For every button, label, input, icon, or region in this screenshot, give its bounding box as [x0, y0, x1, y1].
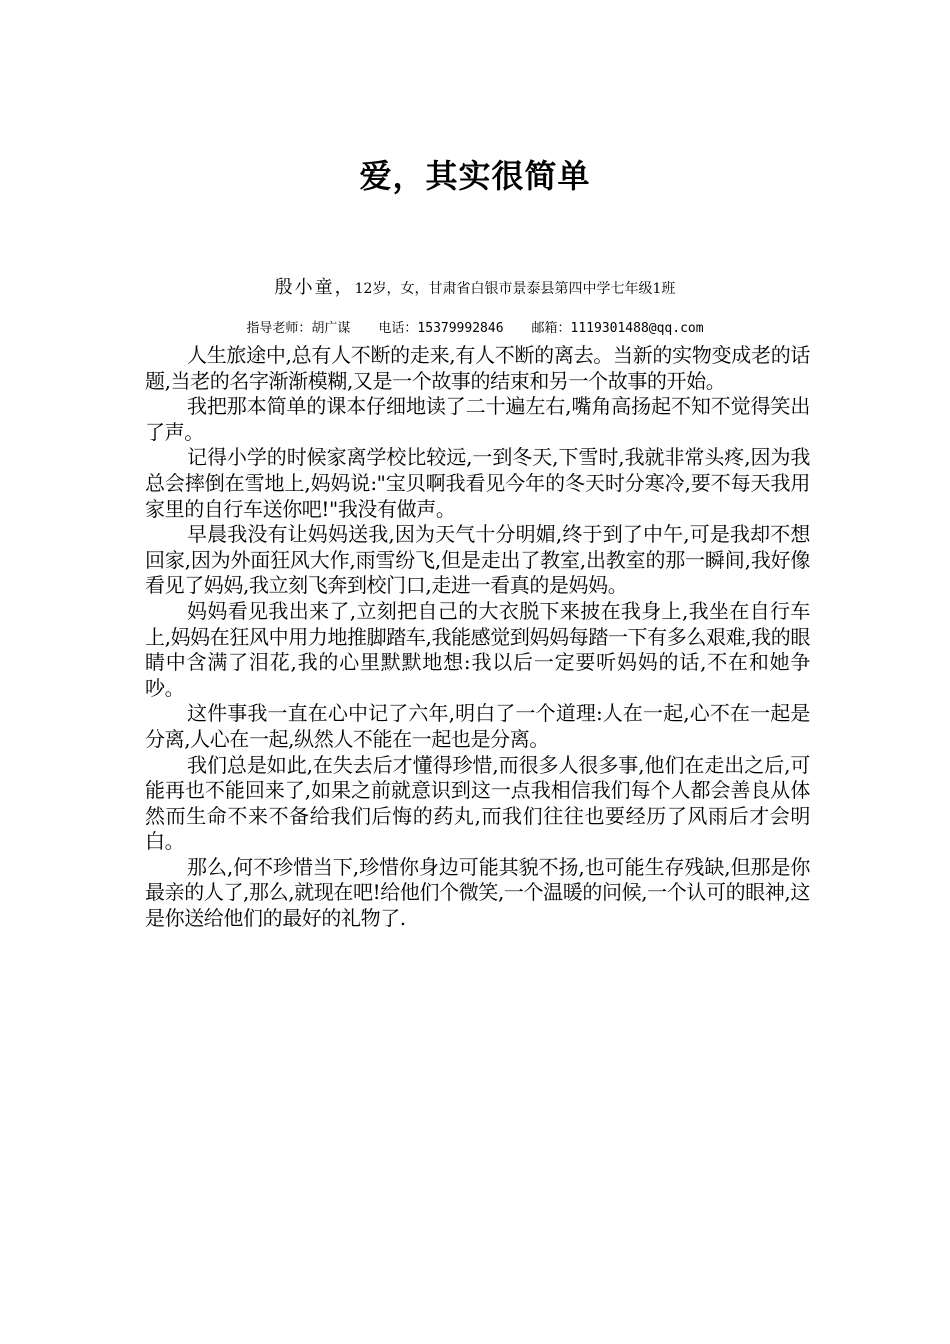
author-name: 殷小童， — [274, 277, 355, 298]
teacher-advisor: 指导老师：胡广谋 — [246, 321, 351, 336]
essay-body — [145, 343, 810, 932]
paragraph: 那么,何不珍惜当下,珍惜你身边可能其貌不扬,也可能生存残缺,但那是你最亲的人了,那么,就现在吧!给他们个微笑,一个温暖的问候,一个认可的眼神,这是你送给他们的最好的礼物了. — [145, 854, 810, 931]
teacher-phone: 电话：15379992846 — [378, 321, 504, 336]
author-details: 12岁，女，甘肃省白银市景泰县第四中学七年级1班 — [354, 281, 676, 297]
paragraph: 人生旅途中,总有人不断的走来,有人不断的离去。当新的实物变成老的话题,当老的名字渐渐模糊,又是一个故事的结束和另一个故事的开始。 — [145, 343, 810, 393]
paragraph: 妈妈看见我出来了,立刻把自己的大衣脱下来披在我身上,我坐在自行车上,妈妈在狂风中用力地推脚踏车,我能感觉到妈妈每踏一下有多么艰难,我的眼睛中含满了泪花,我的心里默默地想:我以后一定要听妈妈的话,不在和她争吵。 — [145, 598, 810, 700]
teacher-info-line — [0, 318, 950, 340]
paragraph: 早晨我没有让妈妈送我,因为天气十分明媚,终于到了中午,可是我却不想回家,因为外面狂风大作,雨雪纷飞,但是走出了教室,出教室的那一瞬间,我好像看见了妈妈,我立刻飞奔到校门口,走进一看真的是妈妈。 — [145, 522, 810, 598]
paragraph: 我把那本简单的课本仔细地读了二十遍左右,嘴角高扬起不知不觉得笑出了声。 — [145, 394, 810, 444]
essay-title: 爱，其实很简单 — [359, 157, 591, 195]
paragraph: 这件事我一直在心中记了六年,明白了一个道理:人在一起,心不在一起是分离,人心在一起,纵然人不能在一起也是分离。 — [145, 701, 810, 751]
paragraph: 我们总是如此,在失去后才懂得珍惜,而很多人很多事,他们在走出之后,可能再也不能回来了,如果之前就意识到这一点我相信我们每个人都会善良从体然而生命不来不备给我们后悔的药丸,而我们往往也要经历了风雨后才会明白。 — [145, 752, 810, 854]
teacher-email: 邮箱：1119301488@qq.com — [531, 321, 704, 336]
author-line — [0, 275, 950, 302]
paragraph: 记得小学的时候家离学校比较远,一到冬天,下雪时,我就非常头疼,因为我总会摔倒在雪地上,妈妈说:"宝贝啊我看见今年的冬天时分寒冷,要不每天我用家里的自行车送你吧!"我没有做声。 — [145, 445, 810, 521]
